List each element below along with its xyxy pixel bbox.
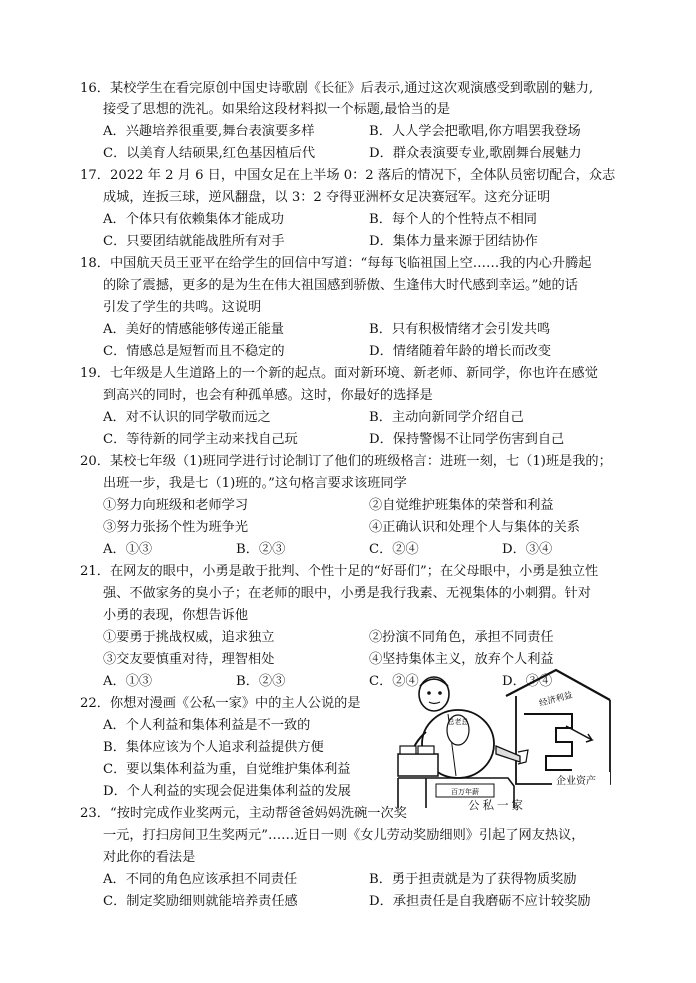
option-b: B．每个人的个性特点不相同	[369, 212, 537, 227]
option-a: A．对不认识的同学敬而远之	[103, 410, 271, 425]
question-number: 18．	[80, 256, 110, 271]
question-stem: 引发了学生的共鸣。这说明	[103, 300, 262, 315]
question-number: 20．	[80, 454, 110, 469]
question-number: 16．	[80, 81, 110, 96]
option-c: C．要以集体利益为重，自觉维护集体利益	[103, 762, 351, 777]
statement-3: ③交友要慎重对待，理智相处	[103, 652, 275, 667]
question-stem: 强、不做家务的臭小子；在老师的眼中，小勇是我行我素、无视集体的小刺猬。针对	[103, 586, 591, 601]
question-number: 23．	[80, 806, 110, 821]
option-a: A．美好的情感能够传递正能量	[103, 322, 284, 337]
option-d: D．承担责任是自我磨砺不应计较奖励	[369, 894, 591, 909]
question-number: 19．	[80, 366, 110, 381]
statement-3: ③努力张扬个性为班争光	[103, 520, 249, 535]
option-d: D．③④	[502, 542, 553, 557]
statement-1: ①要勇于挑战权威，追求独立	[103, 630, 275, 645]
option-c: C．制定奖励细则就能培养责任感	[103, 894, 298, 909]
option-a: A．个体只有依赖集体才能成功	[103, 212, 284, 227]
option-d: D．群众表演要专业,歌剧舞台展魅力	[369, 146, 582, 161]
question-stem: 到高兴的同时，也会有种孤单感。这时，你最好的选择是	[103, 388, 433, 403]
question-stem: 某校学生在看完原创中国史诗歌剧《长征》后表示,通过这次观演感受到歌剧的魅力,	[109, 81, 594, 96]
building-sign: 经济利益	[538, 690, 574, 709]
option-d: D．③④	[502, 674, 553, 689]
question-stem: 在网友的眼中，小勇是敢于批判、个性十足的“好哥们”；在父母眼中，小勇是独立性	[109, 564, 599, 579]
option-a: A．个人利益和集体利益是不一致的	[103, 718, 311, 733]
question-stem: 一元，打扫房间卫生奖两元”……近日一则《女儿劳动奖励细则》引起了网友热议，	[103, 828, 585, 843]
option-b: B．勇于担责就是为了获得物质奖励	[369, 872, 577, 887]
option-b: B．人人学会把歌唱,你方唱罢我登场	[369, 124, 581, 139]
statement-2: ②扮演不同角色，承担不同责任	[369, 630, 554, 645]
cartoon-public-private-family	[396, 666, 614, 816]
option-c: C．情感总是短暂而且不稳定的	[103, 344, 285, 359]
option-b: B．②③	[236, 542, 286, 557]
option-a: A．①③	[103, 674, 153, 689]
option-c: C．以美育人结硕果,红色基因植后代	[103, 146, 316, 161]
question-number: 21．	[80, 564, 110, 579]
option-c: C．②④	[369, 542, 419, 557]
option-d: D．情绪随着年龄的增长而改变	[369, 344, 552, 359]
question-stem: 小勇的表现，你想告诉他	[103, 608, 249, 623]
option-a: A．①③	[103, 542, 153, 557]
question-stem: 你想对漫画《公私一家》中的主人公说的是	[109, 696, 361, 711]
option-b: B．集体应该为个人追求利益提供方便	[103, 740, 324, 755]
option-b: B．只有积极情绪才会引发共鸣	[369, 322, 551, 337]
option-d: D．保持警惕不让同学伤害到自己	[369, 432, 565, 447]
question-number: 17．	[80, 168, 110, 183]
building-label: 企业资产	[556, 776, 596, 787]
question-stem: 某校七年级（1)班同学进行讨论制订了他们的班级格言：进班一刻，七（1)班是我的；	[109, 454, 612, 469]
option-c: C．只要团结就能战胜所有对手	[103, 234, 285, 249]
option-c: C．②④	[369, 674, 419, 689]
statement-1: ①努力向班级和老师学习	[103, 498, 249, 513]
option-a: A．兴趣培养很重要,舞台表演要多样	[103, 124, 315, 139]
question-stem: “按时完成作业奖两元，主动帮爸爸妈妈洗碗一次奖	[109, 806, 407, 821]
option-d: D．集体力量来源于团结协作	[369, 234, 538, 249]
box-text: 百万年薪	[451, 788, 479, 796]
question-stem: 对此你的看法是	[103, 850, 196, 865]
question-stem: 中国航天员王亚平在给学生的回信中写道：“每每飞临祖国上空……我的内心升腾起	[109, 256, 592, 271]
option-a: A．不同的角色应该承担不同责任	[103, 872, 298, 887]
statement-4: ④坚持集体主义，放弃个人利益	[369, 652, 554, 667]
option-c: C．等待新的同学主动来找自己玩	[103, 432, 298, 447]
cartoon-caption: 公私一家	[468, 798, 526, 812]
hat-text: 总老总	[447, 718, 469, 726]
stepped-bar-icon	[524, 714, 572, 770]
option-b: B．②③	[236, 674, 286, 689]
statement-2: ②自觉维护班集体的荣誉和利益	[369, 498, 554, 513]
statement-4: ④正确认识和处理个人与集体的关系	[369, 520, 580, 535]
option-b: B．主动向新同学介绍自己	[369, 410, 524, 425]
question-stem: 七年级是人生道路上的一个新的起点。面对新环境、新老师、新同学，你也许在感觉	[109, 366, 598, 381]
money-box	[398, 754, 438, 776]
question-stem: 2022 年 2 月 6 日，中国女足在上半场 0：2 落后的情况下，全体队员密切配合，众志	[109, 168, 616, 183]
question-number: 22．	[80, 696, 110, 711]
question-stem: 出班一步，我是七（1)班的。”这句格言要求该班同学	[103, 476, 407, 491]
question-stem: 接受了思想的洗礼。如果给这段材料拟一个标题,最恰当的是	[103, 102, 451, 117]
option-d: D．个人利益的实现会促进集体利益的发展	[103, 784, 351, 799]
question-stem: 成城，连扳三球，逆风翻盘，以 3：2 夺得亚洲杯女足决赛冠军。这充分证明	[103, 190, 551, 205]
question-stem: 的除了震撼，更多的是为生在伟大祖国感到骄傲、生逢伟大时代感到幸运。”她的话	[103, 278, 578, 293]
